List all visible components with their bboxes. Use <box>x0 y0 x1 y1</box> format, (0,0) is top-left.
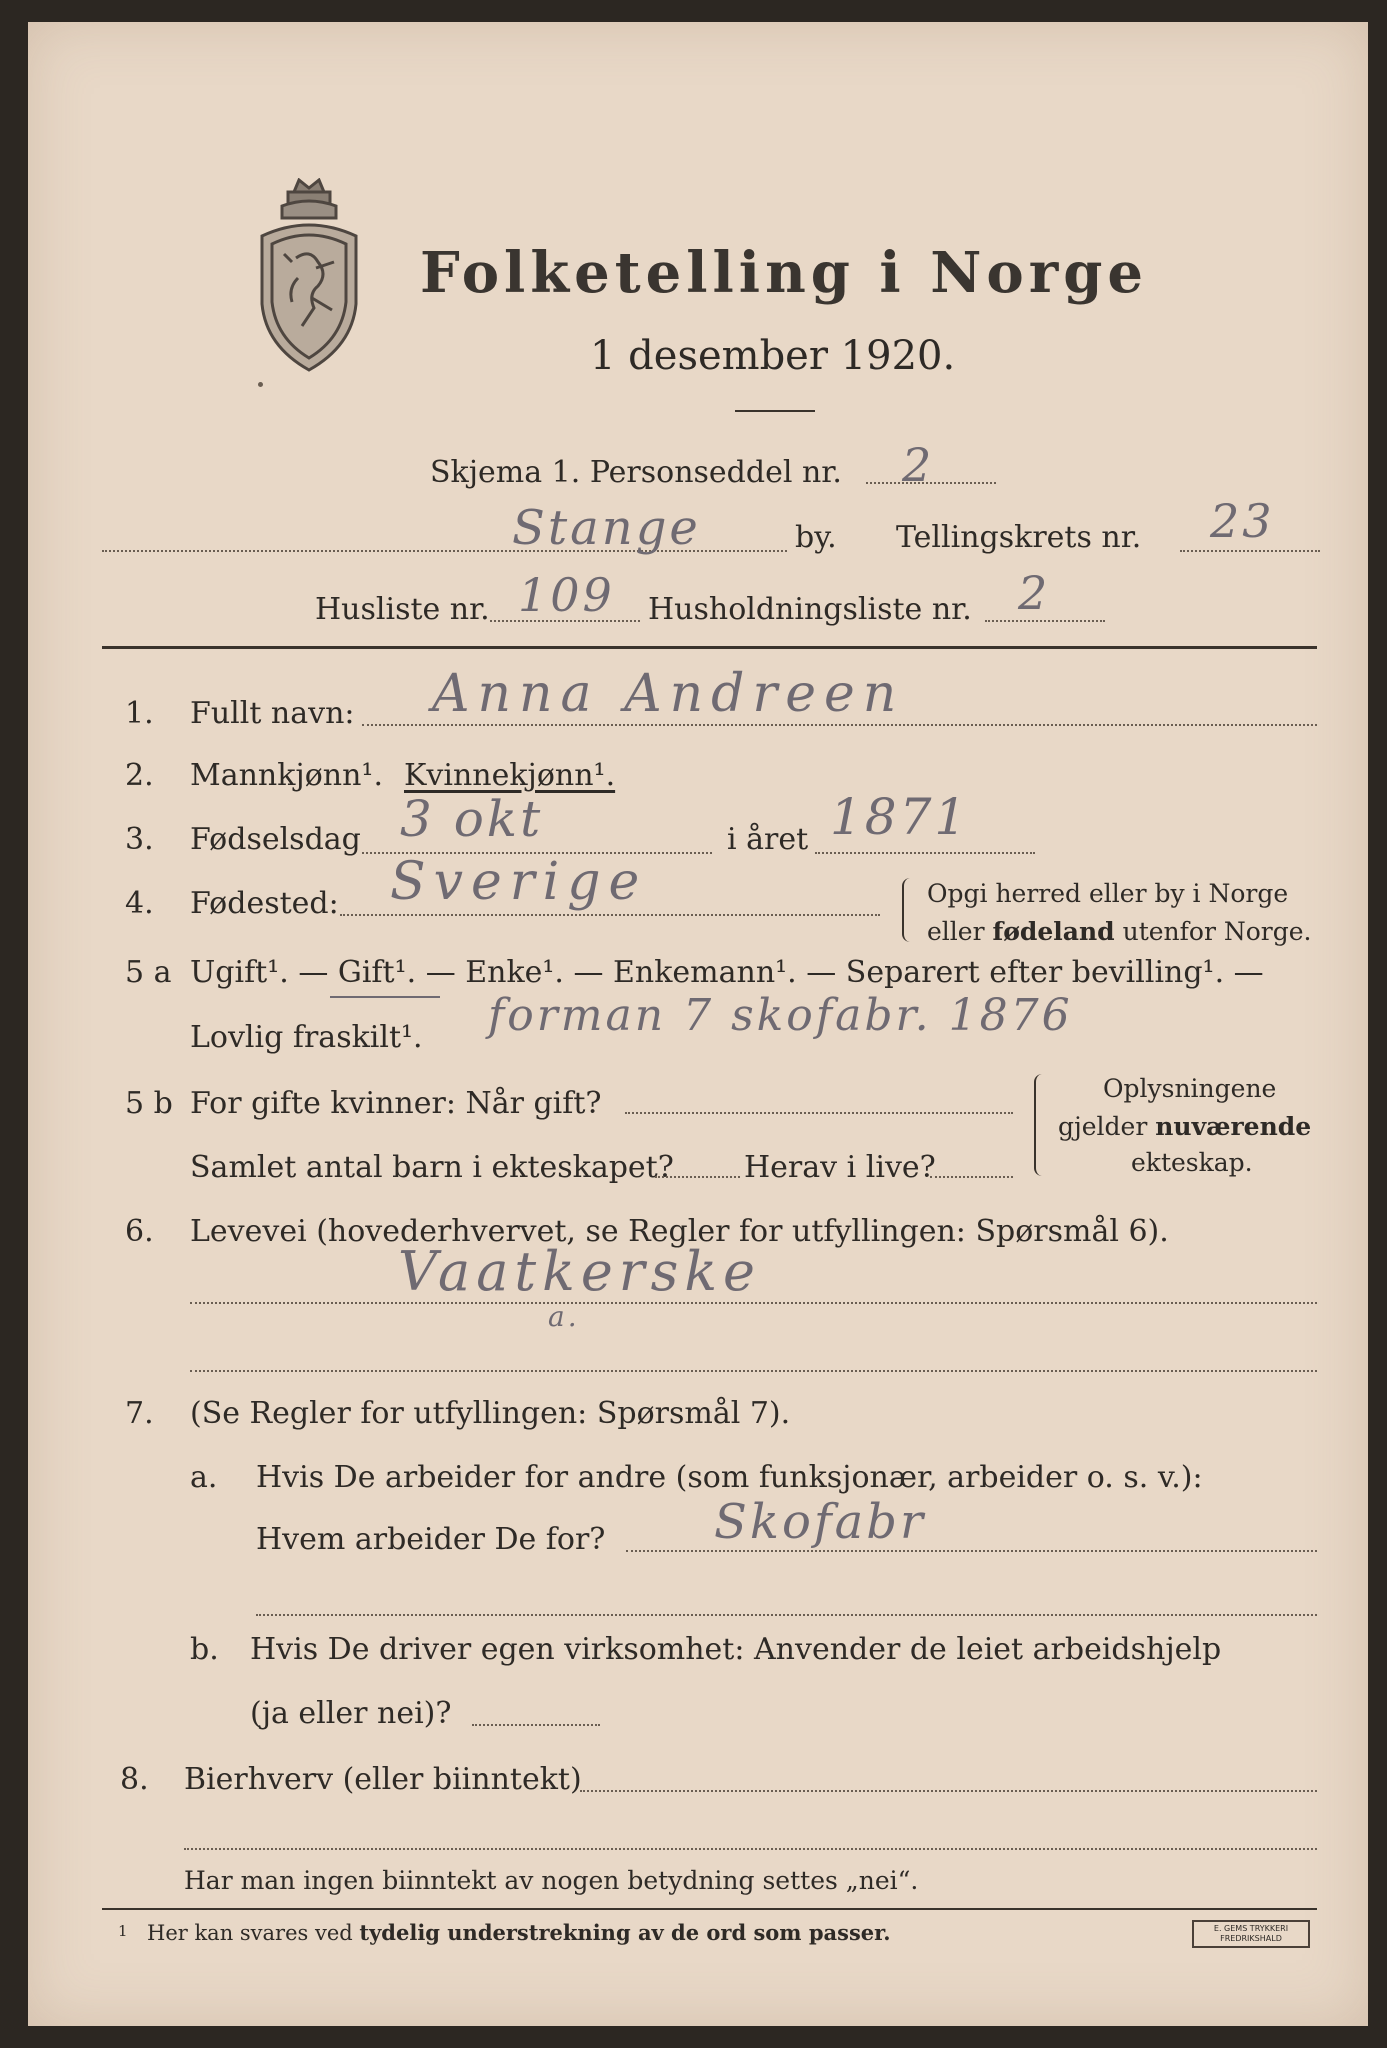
q4-field-line <box>340 914 880 916</box>
q5b-children-label: Samlet antal barn i ekteskapet? <box>190 1150 674 1185</box>
printer-stamp <box>1192 1920 1310 1948</box>
by-label: by. <box>795 520 837 555</box>
q7b-line2: (ja eller nei)? <box>250 1696 452 1731</box>
q5b-note-line2: gjelder nuværende <box>1058 1112 1312 1141</box>
q6-value: Vaatkerske <box>398 1240 762 1303</box>
q4-note-line2: eller fødeland utenfor Norge. <box>927 917 1312 946</box>
coat-of-arms-dot <box>258 382 263 387</box>
form-date: 1 desember 1920. <box>590 333 956 379</box>
q6-label: Levevei (hovederhvervet, se Regler for utfyllingen: Spørsmål 6). <box>190 1214 1169 1249</box>
q7b-line1: Hvis De driver egen virksomhet: Anvender de leiet arbeidshjelp <box>250 1632 1222 1667</box>
form-title: Folketelling i Norge <box>420 240 1149 306</box>
q8-field-line-1 <box>580 1790 1317 1792</box>
q8-field-line-2 <box>184 1848 1317 1850</box>
husholdningsliste-value: 2 <box>1018 566 1051 620</box>
q5a-line2: Lovlig fraskilt¹. <box>190 1020 423 1055</box>
q5b-note-brace <box>1034 1074 1044 1176</box>
q3-value: 3 okt <box>400 790 544 848</box>
q1-label: Fullt navn: <box>190 696 355 731</box>
q5a-value: forman 7 skofabr. 1876 <box>488 990 1073 1041</box>
q7a-field-line-1 <box>626 1550 1317 1552</box>
tellingskrets-label: Tellingskrets nr. <box>896 520 1142 555</box>
husholdningsliste-field-line <box>985 620 1105 622</box>
q1-field-line <box>362 724 1317 726</box>
husholdningsliste-label: Husholdningsliste nr. <box>648 592 972 627</box>
tellingskrets-field-line <box>1180 550 1320 552</box>
header-rule <box>102 646 1317 649</box>
q5a-line1: Ugift¹. — Gift¹. — Enke¹. — Enkemann¹. — Separert efter bevilling¹. — <box>190 955 1264 990</box>
q6-number: 6. <box>125 1214 154 1249</box>
q3-label: Fødselsdag <box>190 822 361 857</box>
printer-stamp-line2: FREDRIKSHALD <box>1220 1934 1282 1943</box>
husliste-label: Husliste nr. <box>315 592 490 627</box>
tellingskrets-value: 23 <box>1210 494 1275 548</box>
q4-note-line1: Opgi herred eller by i Norge <box>927 879 1289 908</box>
q4-number: 4. <box>125 886 154 921</box>
q8-label: Bierhverv (eller biinntekt) <box>184 1762 582 1797</box>
q2-mannkjonn: Mannkjønn¹. <box>190 758 383 793</box>
q4-value: Sverige <box>390 852 648 912</box>
q6-field-line-2 <box>190 1370 1317 1372</box>
q5b-number: 5 b <box>125 1086 173 1121</box>
q5b-line1: For gifte kvinner: Når gift? <box>190 1086 602 1121</box>
by-value: Stange <box>512 500 701 556</box>
q7b-letter: b. <box>190 1632 219 1667</box>
q3-year-field-line <box>815 852 1035 854</box>
q3-year-value: 1871 <box>830 788 970 846</box>
q7a-field-line-2 <box>256 1614 1317 1616</box>
q8-number: 8. <box>120 1762 149 1797</box>
q4-label: Fødested: <box>190 886 339 921</box>
q5a-gift-underline <box>330 996 440 998</box>
q5b-alive-field-line <box>930 1176 1013 1178</box>
q5a-number: 5 a <box>125 955 172 990</box>
q7a-value: Skofabr <box>714 1494 926 1550</box>
printer-stamp-line1: E. GEMS TRYKKERI <box>1213 1924 1289 1933</box>
coat-of-arms-icon <box>252 178 366 374</box>
footnote-rule <box>102 1908 1317 1910</box>
title-divider <box>735 410 815 412</box>
personseddel-value: 2 <box>902 438 935 492</box>
footnote-mark: 1 <box>118 1922 128 1940</box>
q5b-note-line1: Oplysningene <box>1103 1074 1277 1103</box>
q7-number: 7. <box>125 1396 154 1431</box>
husliste-value: 109 <box>518 568 615 622</box>
q2-number: 2. <box>125 758 154 793</box>
q1-value: Anna Andreen <box>432 664 905 724</box>
q6-value-small: a. <box>548 1300 580 1333</box>
q7-label: (Se Regler for utfyllingen: Spørsmål 7). <box>190 1396 791 1431</box>
q2-kvinnekjonn: Kvinnekjønn¹. <box>404 758 616 793</box>
q7a-line1: Hvis De arbeider for andre (som funksjonær, arbeider o. s. v.): <box>256 1460 1203 1495</box>
q7a-letter: a. <box>190 1460 218 1495</box>
q1-number: 1. <box>125 696 154 731</box>
q7a-line2: Hvem arbeider De for? <box>256 1522 606 1557</box>
q5b-children-field-line <box>655 1176 740 1178</box>
q7b-field-line <box>472 1724 600 1726</box>
q5b-note-line3: ekteskap. <box>1131 1148 1253 1177</box>
q8-note: Har man ingen biinntekt av nogen betydning settes „nei“. <box>184 1866 919 1895</box>
q3-year-label: i året <box>727 822 809 857</box>
q3-number: 3. <box>125 822 154 857</box>
q5b-married-field-line <box>625 1112 1013 1114</box>
skjema-label: Skjema 1. Personseddel nr. <box>430 455 842 490</box>
footnote-text: Her kan svares ved tydelig understrekning av de ord som passer. <box>147 1920 891 1945</box>
q4-note-brace <box>902 878 910 942</box>
q5b-alive-label: Herav i live? <box>744 1150 936 1185</box>
